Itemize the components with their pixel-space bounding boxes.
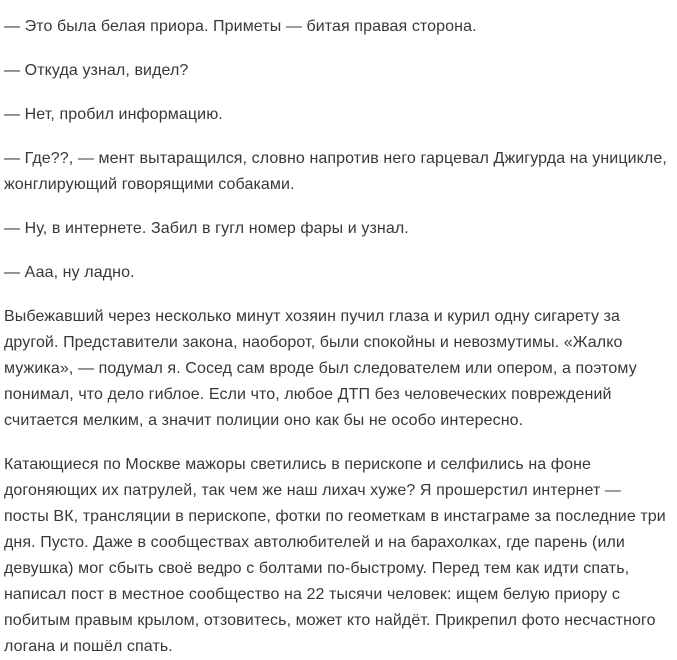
story-paragraph-narrative-1: Выбежавший через несколько минут хозяин пучил глаза и курил одну сигарету за другой. Представители закона, наоборот, были спокойны и невозмутимы. «Жалко мужика», — подумал я. Сосед сам вроде был следователем или опером, а поэтому понимал, что дело гиблое. Если что, любое ДТП без человеческих повреждений считается мелким, а значит полиции оно как бы не особо интересно. [4,308,637,429]
story-paragraph-dialog-2: — Откуда узнал, видел? [4,62,189,79]
story-paragraph-dialog-1: — Это была белая приора. Приметы — битая правая сторона. [4,18,477,35]
story-paragraph-dialog-6: — Ааа, ну ладно. [4,264,135,281]
story-paragraph-dialog-5: — Ну, в интернете. Забил в гугл номер фары и узнал. [4,220,409,237]
story-paragraph-narrative-2: Катающиеся по Москве мажоры светились в перископе и селфились на фоне догоняющих их патрулей, так чем же наш лихач хуже? Я прошерстил интернет — посты ВК, трансляции в перископе, фотки по геометкам в инстаграме за последние три дня. Пусто. Даже в сообществах автолюбителей и на барахолках, где парень (или девушка) мог сбыть своё ведро с болтами по-быстрому. Перед тем как идти спать, написал пост в местное сообщество на 22 тысячи человек: ищем белую приору с побитым правым крылом, отзовитесь, может кто найдёт. Прикрепил фото несчастного логана и пошёл спать. [4,456,666,655]
story-paragraph-dialog-3: — Нет, пробил информацию. [4,106,223,123]
story-paragraph-dialog-4: — Где??, — мент вытаращился, словно напротив него гарцевал Джигурда на уницикле, жонглирующий говорящими собаками. [4,150,667,193]
